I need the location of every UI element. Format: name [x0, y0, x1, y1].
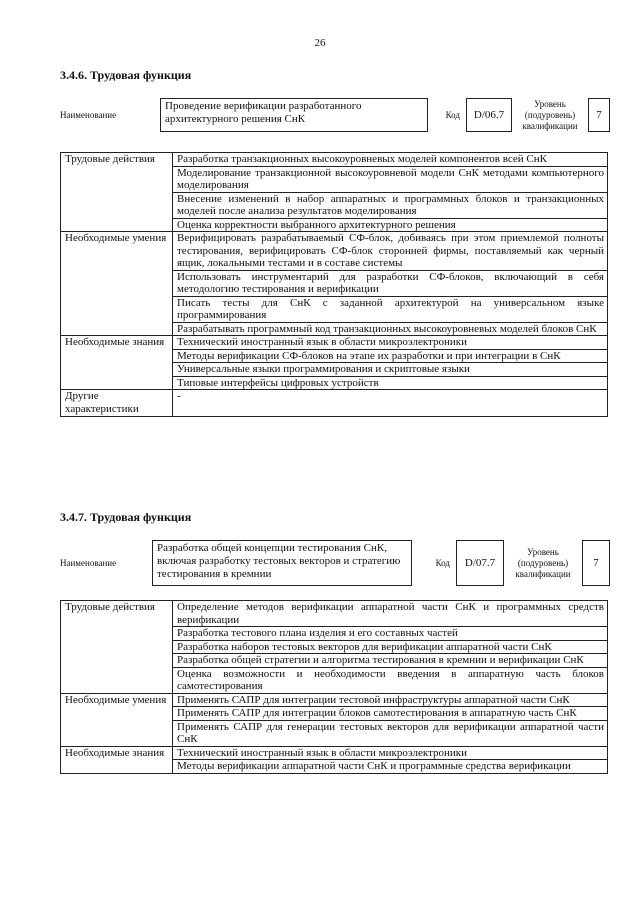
table-row: Оценка корректности выбранного архитектурного решения	[173, 218, 608, 232]
category-cell: Другие характеристики	[61, 390, 173, 417]
qualification-level: 7	[582, 540, 610, 586]
table-row: Внесение изменений в набор аппаратных и программных блоков и транзакционных моделей после анализа результатов моделирования	[173, 192, 608, 218]
function-header	[60, 540, 610, 586]
table-row: Писать тесты для СнК с заданной архитектурой на универсальном языке программирования	[173, 296, 608, 322]
table-row: Универсальные языки программирования и скриптовые языки	[173, 363, 608, 377]
function-table-347	[60, 600, 608, 774]
table-row: Методы верификации аппаратной части СнК и программные средства верификации	[173, 760, 608, 774]
table-row: Оценка возможности и необходимости введения в аппаратную часть блоков самотестирования	[173, 667, 608, 693]
function-name: Проведение верификации разработанного архитектурного решения СнК	[160, 98, 428, 132]
code-label: Код	[435, 558, 450, 568]
code-label: Код	[445, 110, 460, 120]
table-row: Использовать инструментарий для разработки СФ-блоков, включающий в себя методологию тестирования и верификации	[173, 270, 608, 296]
category-cell: Необходимые знания	[61, 746, 173, 773]
table-row: Разрабатывать программный код транзакционных высокоуровневых моделей блоков СнК	[173, 322, 608, 336]
table-row: Применять САПР для генерации тестовых векторов для верификации аппаратной части СнК	[173, 720, 608, 746]
section-title: 3.4.6. Трудовая функция	[60, 68, 192, 82]
table-row: Разработка транзакционных высокоуровневых моделей компонентов всей СнК	[173, 153, 608, 167]
function-code: D/06.7	[466, 98, 512, 132]
table-row: Технический иностранный язык в области микроэлектроники	[173, 336, 608, 350]
table-row: Моделирование транзакционной высокоуровневой модели СнК методами компьютерного моделирования	[173, 166, 608, 192]
function-table-346	[60, 152, 608, 417]
section-title: 3.4.7. Трудовая функция	[60, 510, 192, 524]
name-label: Наименование	[60, 558, 117, 568]
function-header	[60, 98, 610, 132]
level-label: Уровень (подуровень) квалификации	[515, 546, 571, 579]
qualification-level: 7	[588, 98, 610, 132]
table-row: Верифицировать разрабатываемый СФ-блок, добиваясь при этом приемлемой полноты тестирования, верифицировать СФ-блок сторонней фирмы, поставляемый как черный ящик, локальными тестами и в составе системы	[173, 232, 608, 271]
function-code: D/07.7	[456, 540, 504, 586]
table-row: Разработка наборов тестовых векторов для верификации аппаратной части СнК	[173, 640, 608, 654]
table-row: Определение методов верификации аппаратной части СнК и программных средств верификации	[173, 601, 608, 627]
table-row: Применять САПР для интеграции тестовой инфраструктуры аппаратной части СнК	[173, 693, 608, 707]
page-number: 26	[314, 37, 326, 49]
table-row: -	[173, 390, 608, 417]
table-row: Методы верификации СФ-блоков на этапе их разработки и при интеграции в СнК	[173, 349, 608, 363]
category-cell: Трудовые действия	[61, 153, 173, 232]
table-row: Технический иностранный язык в области микроэлектроники	[173, 746, 608, 760]
category-cell: Необходимые умения	[61, 232, 173, 336]
category-cell: Необходимые знания	[61, 336, 173, 390]
table-row: Применять САПР для интеграции блоков самотестирования в аппаратную часть СнК	[173, 707, 608, 721]
function-name: Разработка общей концепции тестирования СнК, включая разработку тестовых векторов и стратегию тестирования в кремнии	[152, 540, 412, 586]
table-row: Типовые интерфейсы цифровых устройств	[173, 376, 608, 390]
level-label: Уровень (подуровень) квалификации	[522, 98, 578, 131]
category-cell: Необходимые умения	[61, 693, 173, 746]
category-cell: Трудовые действия	[61, 601, 173, 694]
table-row: Разработка общей стратегии и алгоритма тестирования в кремнии и верификации СнК	[173, 654, 608, 668]
table-row: Разработка тестового плана изделия и его составных частей	[173, 627, 608, 641]
name-label: Наименование	[60, 110, 117, 120]
